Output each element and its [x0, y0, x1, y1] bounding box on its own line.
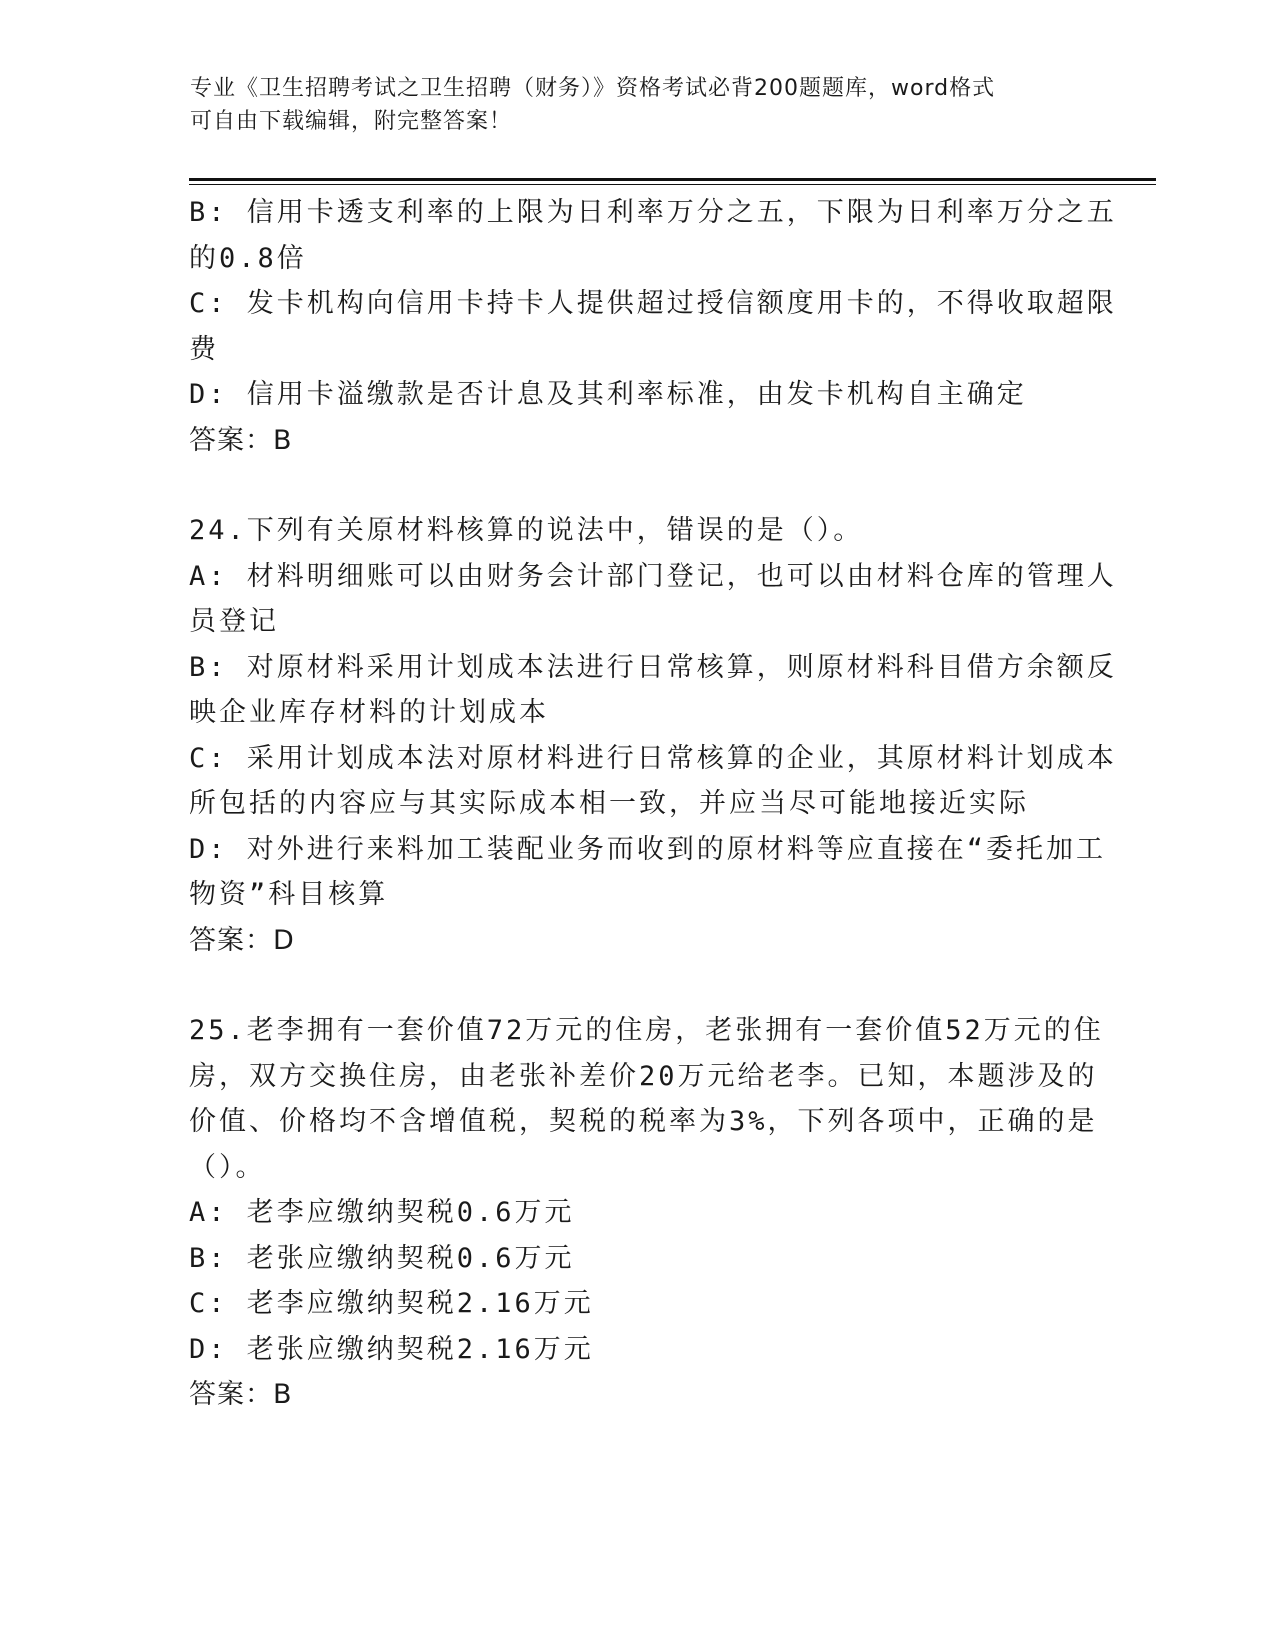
question-25 [189, 1008, 1104, 1418]
q25-stem-line-1: 25.老李拥有一套价值72万元的住房，老张拥有一套价值52万元的住 [189, 1015, 1104, 1046]
q23-option-c-line-2: 费 [189, 333, 219, 365]
q23-option-d: D: 信用卡溢缴款是否计息及其利率标准，由发卡机构自主确定 [189, 379, 1027, 410]
q25-option-a: A: 老李应缴纳契税0.6万元 [189, 1197, 575, 1228]
q25-option-b: B: 老张应缴纳契税0.6万元 [189, 1242, 575, 1274]
q23-answer: 答案：B [189, 424, 293, 456]
question-23-continued [189, 190, 1117, 463]
q25-stem-line-3: 价值、价格均不含增值税，契税的税率为3%，下列各项中，正确的是 [189, 1106, 1098, 1137]
q23-option-c-line-1: C: 发卡机构向信用卡持卡人提供超过授信额度用卡的，不得收取超限 [189, 288, 1117, 319]
q24-option-c-line-2: 所包括的内容应与其实际成本相一致，并应当尽可能地接近实际 [189, 788, 1029, 819]
header-line-1: 专业《卫生招聘考试之卫生招聘（财务）》资格考试必背200题题库，word格式 [190, 76, 996, 101]
q23-option-b-line-1: B: 信用卡透支利率的上限为日利率万分之五，下限为日利率万分之五 [189, 197, 1117, 228]
spacer [189, 463, 1089, 508]
q24-stem: 24.下列有关原材料核算的说法中，错误的是（）。 [189, 515, 864, 546]
q24-option-a-line-2: 员登记 [189, 606, 279, 637]
q25-stem-line-4: （）。 [189, 1151, 266, 1183]
q24-option-b-line-1: B: 对原材料采用计划成本法进行日常核算，则原材料科目借方余额反 [189, 651, 1117, 683]
header-divider-thick [189, 178, 1156, 181]
spacer [189, 963, 1089, 1008]
q25-option-d: D: 老张应缴纳契税2.16万元 [189, 1333, 594, 1365]
question-24 [189, 508, 1117, 963]
q24-option-c-line-1: C: 采用计划成本法对原材料进行日常核算的企业，其原材料计划成本 [189, 742, 1117, 774]
document-header [190, 72, 1090, 138]
q24-option-d-line-2: 物资”科目核算 [189, 879, 389, 910]
q25-stem-line-2: 房，双方交换住房，由老张补差价20万元给老李。已知，本题涉及的 [189, 1060, 1098, 1092]
q24-option-d-line-1: D: 对外进行来料加工装配业务而收到的原材料等应直接在“委托加工 [189, 833, 1107, 865]
q25-answer: 答案：B [189, 1379, 293, 1410]
header-divider-thin [189, 184, 1156, 185]
q25-option-c: C: 老李应缴纳契税2.16万元 [189, 1288, 594, 1319]
document-body [189, 190, 1117, 1418]
q24-option-a-line-1: A: 材料明细账可以由财务会计部门登记，也可以由材料仓库的管理人 [189, 560, 1117, 592]
q24-answer: 答案：D [189, 924, 295, 956]
header-line-2: 可自由下载编辑，附完整答案！ [190, 109, 513, 134]
q23-option-b-line-2: 的0.8倍 [189, 242, 307, 274]
q24-option-b-line-2: 映企业库存材料的计划成本 [189, 697, 549, 728]
